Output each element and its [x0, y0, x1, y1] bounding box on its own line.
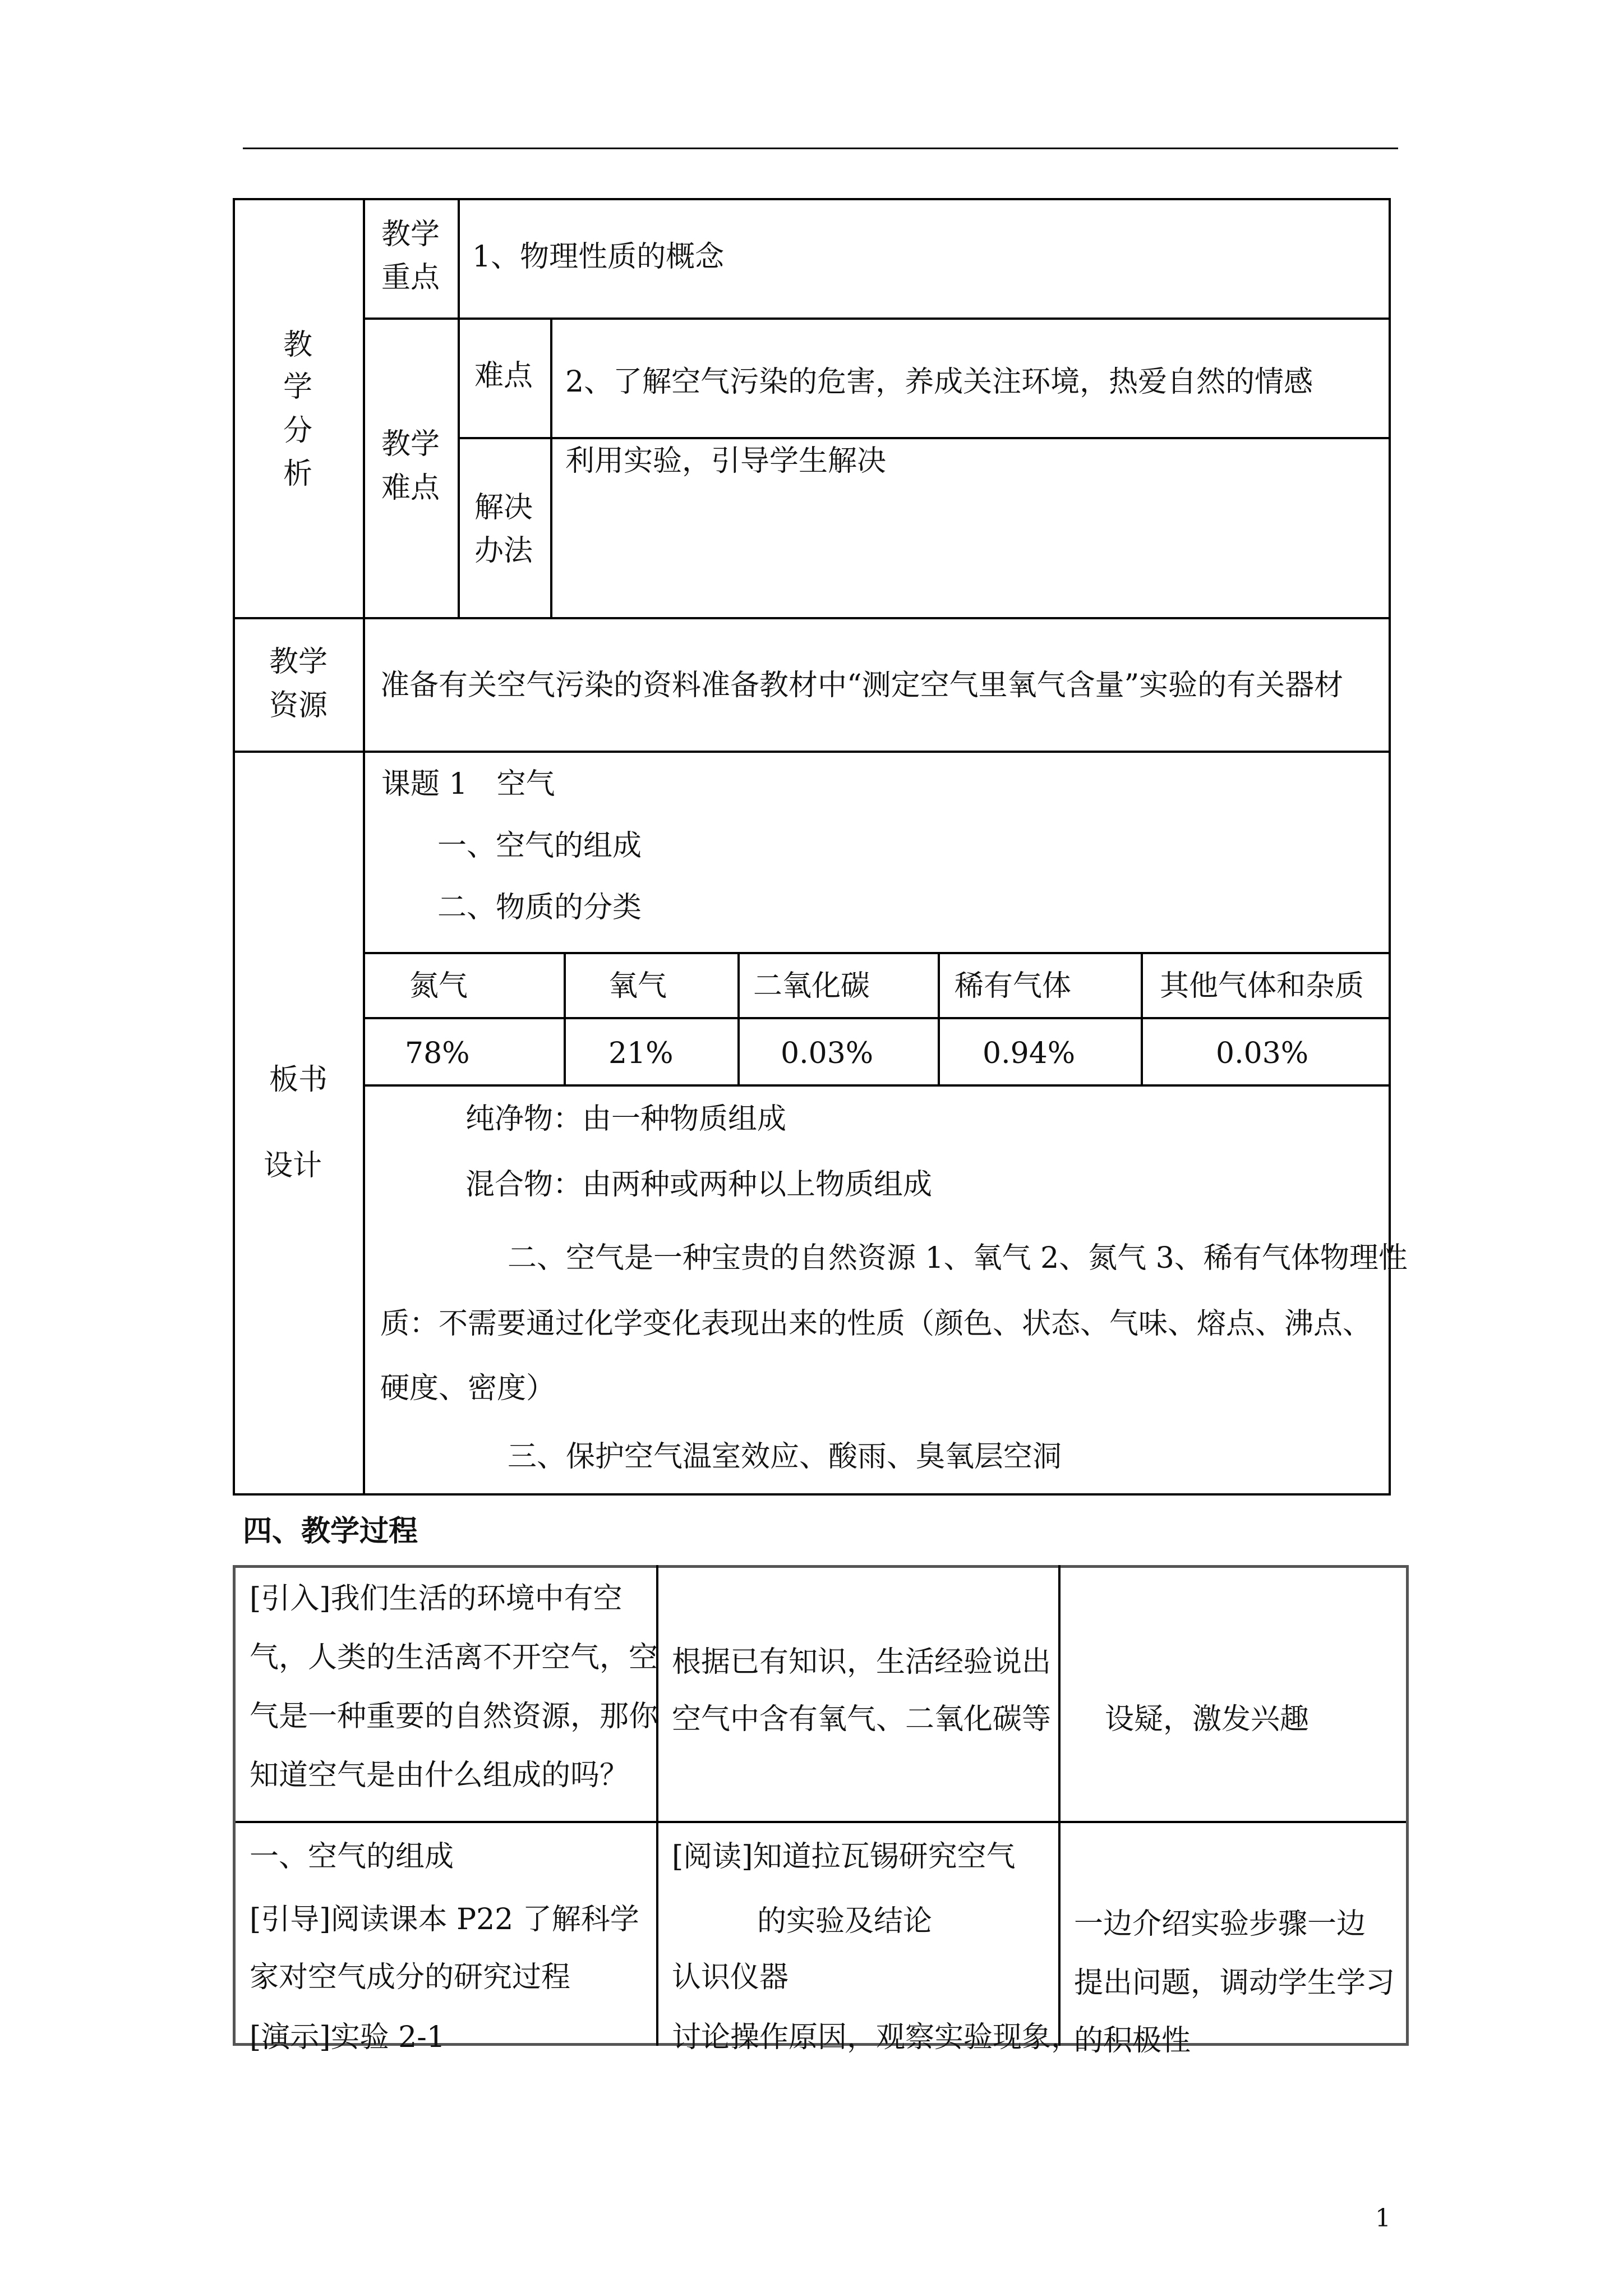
resources-label-line1: 教学	[269, 645, 328, 679]
analysis-label-char-1: 教	[283, 328, 313, 362]
comp-value-rare: 0.94%	[983, 1037, 1076, 1070]
comp-header-rare: 稀有气体	[955, 969, 1072, 1003]
solve-label-line2: 办法	[474, 534, 533, 568]
row1-teacher-line2: 气，人类的生活离不开空气，空	[250, 1641, 658, 1674]
board-para-line2: 质：不需要通过化学变化表现出来的性质（颜色、状态、气味、熔点、沸点、	[380, 1307, 1372, 1341]
row1-teacher-line3: 气是一种重要的自然资源，那你	[250, 1700, 658, 1733]
comp-header-co2: 二氧化碳	[753, 969, 870, 1003]
board-label-line2: 设计	[264, 1149, 322, 1182]
board-para-line3: 硬度、密度）	[380, 1372, 556, 1405]
analysis-label-char-4: 析	[283, 457, 313, 491]
comp-value-nitrogen: 78%	[405, 1037, 470, 1070]
focus-text: 1、物理性质的概念	[472, 240, 725, 274]
board-pure: 纯净物：由一种物质组成	[465, 1102, 787, 1136]
row2-intent-line1: 一边介绍实验步骤一边	[1074, 1907, 1366, 1941]
row2-teacher-line4: [演示]实验 2-1	[250, 2021, 445, 2054]
row2-teacher-line1: 一、空气的组成	[250, 1840, 454, 1874]
comp-header-other: 其他气体和杂质	[1160, 969, 1364, 1003]
focus-label-line2: 重点	[381, 261, 440, 295]
row2-teacher-line3: 家对空气成分的研究过程	[250, 1961, 571, 1994]
board-para-line1: 二、空气是一种宝贵的自然资源 1、氧气 2、氮气 3、稀有气体物理性	[508, 1241, 1408, 1275]
comp-value-other: 0.03%	[1216, 1037, 1309, 1070]
hard-label: 难点	[474, 359, 533, 393]
row2-student-line3: 认识仪器	[672, 1961, 789, 1994]
hard-text: 2、了解空气污染的危害，养成关注环境，热爱自然的情感	[565, 365, 1313, 399]
row2-intent-line2: 提出问题，调动学生学习	[1074, 1966, 1395, 2000]
row2-teacher-line2: [引导]阅读课本 P22 了解科学	[250, 1903, 639, 1936]
resources-label-line2: 资源	[269, 689, 328, 723]
analysis-label-char-2: 学	[283, 370, 313, 404]
comp-value-oxygen: 21%	[608, 1037, 674, 1070]
comp-value-co2: 0.03%	[781, 1037, 874, 1070]
row2-intent-line3: 的积极性	[1074, 2024, 1191, 2058]
focus-label-line1: 教学	[381, 218, 440, 251]
row1-intent: 设疑，激发兴趣	[1105, 1703, 1310, 1736]
process-heading: 四、教学过程	[243, 1514, 418, 1548]
board-section-1: 一、空气的组成	[437, 829, 642, 863]
row1-teacher-line4: 知道空气是由什么组成的吗？	[250, 1759, 629, 1792]
header-rule	[243, 148, 1398, 149]
row1-student-line2: 空气中含有氧气、二氧化碳等	[672, 1703, 1052, 1736]
row1-student-line1: 根据已有知识，生活经验说出	[672, 1645, 1052, 1679]
board-topic: 课题 1 空气	[381, 767, 555, 801]
resources-text: 准备有关空气污染的资料准备教材中“测定空气里氧气含量”实验的有关器材	[380, 669, 1344, 702]
difficulty-label-line1: 教学	[381, 427, 440, 461]
comp-header-nitrogen: 氮气	[409, 969, 468, 1003]
row2-student-line1: [阅读]知道拉瓦锡研究空气	[672, 1840, 1016, 1874]
difficulty-label-line2: 难点	[381, 471, 440, 505]
board-protect: 三、保护空气温室效应、酸雨、臭氧层空洞	[508, 1440, 1062, 1474]
row2-student-line2: 的实验及结论	[757, 1904, 933, 1938]
board-mixture: 混合物：由两种或两种以上物质组成	[465, 1168, 933, 1202]
page-number: 1	[1375, 2204, 1391, 2233]
row1-teacher-line1: [引入]我们生活的环境中有空	[250, 1582, 623, 1616]
board-label-line1: 板书	[269, 1063, 328, 1097]
comp-header-oxygen: 氧气	[608, 969, 667, 1003]
board-section-2: 二、物质的分类	[437, 891, 642, 924]
solve-text: 利用实验，引导学生解决	[565, 444, 887, 478]
row2-student-line4: 讨论操作原因，观察实验现象，	[672, 2021, 1081, 2054]
analysis-label-char-3: 分	[283, 414, 313, 448]
solve-label-line1: 解决	[474, 491, 533, 524]
